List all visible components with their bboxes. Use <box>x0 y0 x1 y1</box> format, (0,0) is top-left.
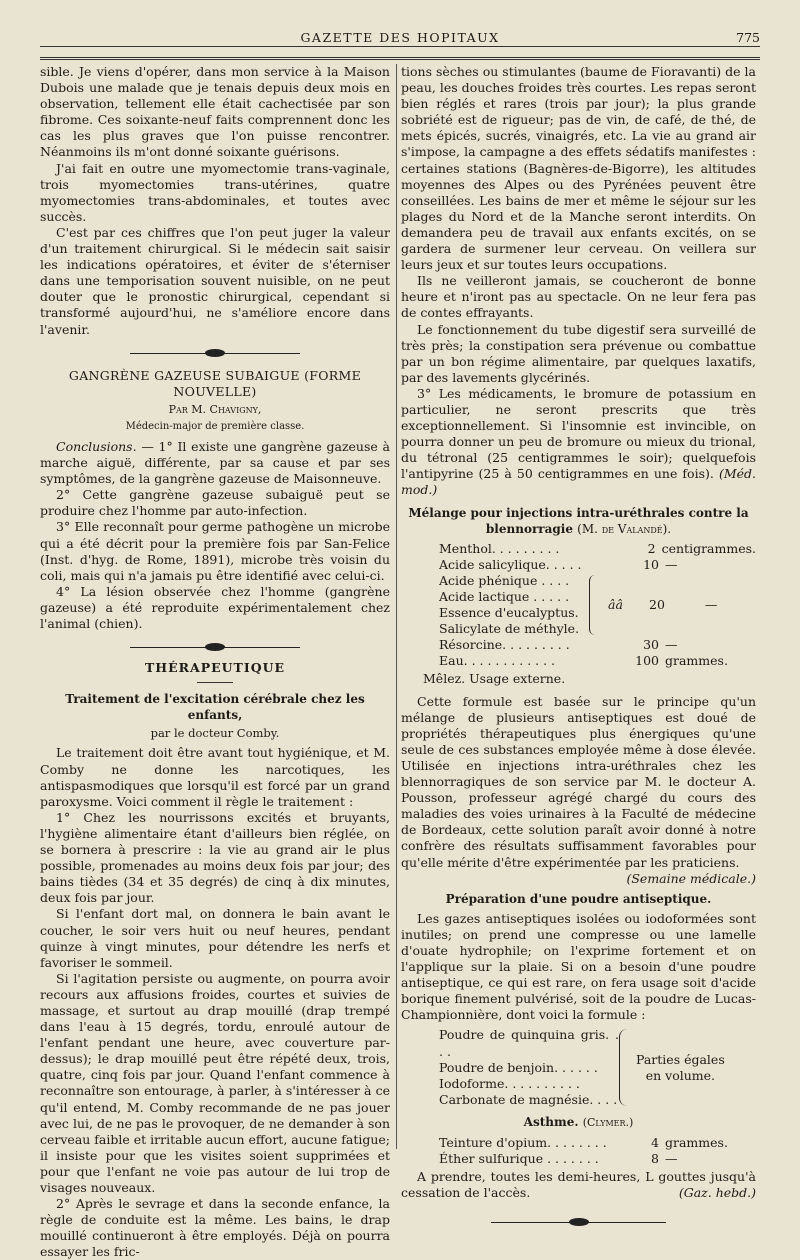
article-author: Par M. Chavigny, <box>168 402 262 416</box>
section-ornament <box>40 346 390 360</box>
journal-title: GAZETTE DES HOPITAUX <box>300 30 500 45</box>
formula-row: Résorcine. . . . . . . . . 30 — <box>439 637 678 653</box>
formula-ingredient: Salicylate de méthyle. <box>439 621 580 637</box>
paragraph: Conclusions. — 1° Il existe une gangrène gazeuse à marche aiguë, différente, par sa cause et par ses symptômes, de la gangrène gazeuse de Maisonneuve. <box>40 438 390 487</box>
page-number: 775 <box>736 30 760 45</box>
paragraph: 4° La lésion observée chez l'homme (gangrène gazeuse) a été reproduite expérimentalement chez l'animal (chien). <box>40 583 390 631</box>
formula-row: Menthol. . . . . . . . . 2 centigrammes. <box>439 540 756 556</box>
formula-ingredient: Carbonate de magnésie. . . . <box>439 1091 618 1107</box>
column-divider <box>396 64 397 1149</box>
formula-ingredient: Essence d'eucalyptus. <box>439 605 579 621</box>
paragraph: Le traitement doit être avant tout hygiénique, et M. Comby ne donne les narcotiques, les antispasmodiques que lorsqu'il est forcé par un grand paroxysme. Voici comment il règle le traitement : <box>40 745 390 809</box>
formula-ingredient: Acide lactique . . . . . <box>439 589 570 604</box>
paragraph: A prendre, toutes les demi-heures, L gouttes jusqu'à cessation de l'accès. (Gaz. hebd.) <box>401 1169 756 1201</box>
article-author-rank: Médecin-major de première classe. <box>125 420 305 432</box>
formula-ingredient: Acide phénique . . . . <box>439 572 570 588</box>
paragraph: Si l'agitation persiste ou augmente, on pourra avoir recours aux affusions froides, courtes et suivies de massage, et surtout au drap mouillé (drap trempé dans l'eau à 15 degrés, tordu, enroulé autour de l'enfant pendant une heure, avec couverture par-dessus); le drap mouillé peut être répété deux, trois, quatre, cinq fois par jour. Quand l'enfant commence à reconnaître son entourage, à parler, à s'intéresser à ce qu'il entend, M. Comby recommande de ne pas jouer avec lui, de ne pas le provoquer, de ne demander à son cerveau faible et irritable aucun effort, aucune fatigue; il insiste pour que les visites soient supprimées et pour que l'enfant ne voie pas autour de lui trop de visages nouveaux. <box>40 970 391 1195</box>
paragraph: Les gazes antiseptiques isolées ou iodoformées sont inutiles; on prend une compresse ou une lamelle d'ouate hydrophile; on l'exprime fortement et on l'applique sur la plaie. Si on a besoin d'une poudre antiseptique, ce qui est rare, on fera usage soit d'acide borique finement pulvérisé, soit de la poudre de Lucas-Championnière, dont voici la formule : <box>401 910 756 1023</box>
formula-row: Eau. . . . . . . . . . . . 100 grammes. <box>439 653 728 669</box>
formula-title: Asthme. (Clymer.) <box>523 1114 634 1129</box>
brace <box>589 575 602 635</box>
formula-group: Acide phénique . . . . Acide lactique . . . . . Essence d'eucalyptus. Salicylate de méthyle. ââ 20 — <box>439 572 718 637</box>
paragraph: Si l'enfant dort mal, on donnera le bain avant le coucher, le soir vers huit ou neuf heures, pendant quinze à vingt minutes, pour détendre les nerfs et favoriser le sommeil. <box>40 906 390 970</box>
right-column <box>401 64 756 1235</box>
source-citation: (Semaine médicale.) <box>626 870 756 886</box>
formula-usage: Mêlez. Usage externe. <box>423 671 566 687</box>
article-title: GANGRÈNE GAZEUSE SUBAIGUE (FORME NOUVELLE) <box>68 367 362 399</box>
paragraph: J'ai fait en outre une myomectomie trans-vaginale, trois myomectomies trans-utérines, quatre myomectomies trans-abdominales, et toutes avec succès. <box>40 160 390 224</box>
paragraph: Cette formule est basée sur le principe qu'un mélange de plusieurs antiseptiques est doué de propriétés thérapeutiques plus énergiques qu'une seule de ces substances employée même à dose élevée. Utilisée en injections intra-uréthrales chez les blennorragiques de son service par M. le docteur A. Pousson, professeur agrégé chargé du cours des maladies des voies urinaires à la Faculté de médecine de Bordeaux, cette solution paraît avoir donné à notre confrère des résultats suffisamment favorables pour qu'elle mérite d'être expérimentée par les praticiens. <box>401 693 756 870</box>
formula-aa-label: ââ <box>608 597 623 613</box>
source-citation: (Gaz. hebd.) <box>678 1185 756 1201</box>
paragraph: 3° Les médicaments, le bromure de potassium en particulier, ne seront prescrits que très exceptionnellement. Si l'insomnie est invincible, on pourra donner un peu de bromure ou mieux du trional, du tétronal (25 centigrammes le soir); quelquefois l'antipyrine (25 à 50 centigrammes en une fois). (Méd. mod.) <box>401 385 756 498</box>
formula-row: Éther sulfurique . . . . . . . 8 — <box>439 1151 678 1167</box>
formula-title: Préparation d'une poudre antiseptique. <box>445 891 712 906</box>
brace <box>619 1029 630 1105</box>
paragraph: 1° Chez les nourrissons excités et bruyants, l'hygiène alimentaire étant d'ailleurs bien réglée, on se bornera à prescrire : la vie au grand air le plus possible, promenades au moins deux fois par jour; des bains tièdes (34 et 35 degrés) de cinq à dix minutes, deux fois par jour. <box>40 809 390 906</box>
section-ornament <box>401 1215 756 1229</box>
header-double-rule <box>40 57 760 60</box>
paragraph: C'est par ces chiffres que l'on peut juger la valeur d'un traitement chirurgical. Si le médecin sait saisir les indications opératoires, et éviter de s'éterniser dans une temporisation souvent nuisible, on ne peut douter que le pronostic chirurgical, cependant si transformé aujourd'hui, ne s'améliore encore dans l'avenir. <box>40 224 390 337</box>
article-author: par le docteur Comby. <box>150 726 280 741</box>
header-rule <box>40 46 760 47</box>
source-citation: (Méd. mod.) <box>401 466 756 498</box>
short-rule <box>197 682 233 683</box>
paragraph: 2° Après le sevrage et dans la seconde enfance, la règle de conduite est la même. Les bains, le drap mouillé continueront à être employés. Déjà on pourra essayer les fric- <box>40 1196 390 1260</box>
paragraph: 2° Cette gangrène gazeuse subaiguë peut se produire chez l'homme par auto-infection. <box>40 487 390 519</box>
article-title: Traitement de l'excitation cérébrale chez les enfants, <box>65 692 365 723</box>
formula-table <box>439 541 756 670</box>
paragraph: Ils ne veilleront jamais, se coucheront de bonne heure et n'iront pas au spectacle. On ne leur fera pas de contes effrayants. <box>401 273 756 321</box>
paragraph: Le fonctionnement du tube digestif sera surveillé de très près; la constipation sera prévenue ou combattue par un bon régime alimentaire, par quelques laxatifs, par des lavements glycérinés. <box>401 321 756 385</box>
section-ornament <box>40 640 390 654</box>
formula-ingredient: Iodoforme. . . . . . . . . . <box>439 1075 580 1091</box>
formula-row: Acide salicylique. . . . . 10 — <box>439 556 678 572</box>
formula-ingredient: Poudre de benjoin. . . . . . <box>439 1059 598 1075</box>
paragraph: sible. Je viens d'opérer, dans mon service à la Maison Dubois une malade que je tenais depuis deux mois en observation, tellement elle était cachectisée par son fibrome. Ces soixante-neuf faits comprennent donc les cas les plus graves que l'on puisse rencontrer. Néanmoins ils m'ont donné soixante guérisons. <box>40 64 390 160</box>
paragraph: 3° Elle reconnaît pour germe pathogène un microbe qui a été décrit pour la première fois par San-Felice (Inst. d'hyg. de Rome, 1891), microbe très voisin du coli, mais qui n'a jamais pu être identifié avec celui-ci. <box>40 519 390 583</box>
formula-row: Teinture d'opium. . . . . . . . 4 grammes. <box>439 1135 728 1150</box>
formula-group <box>439 1027 756 1107</box>
formula-table <box>439 1135 756 1167</box>
left-column <box>40 64 390 1260</box>
conclusions-label: Conclusions. <box>56 438 137 454</box>
section-heading: THÉRAPEUTIQUE <box>144 660 286 676</box>
formula-ingredient: Poudre de quinquina gris. . . . <box>439 1027 619 1059</box>
formula-quantity-label: en volume. <box>645 1067 716 1083</box>
formula-title: Mélange pour injections intra-uréthrales contre la blennorragie (M. de Valandé). <box>408 505 749 536</box>
paragraph: tions sèches ou stimulantes (baume de Fioravanti) de la peau, les douches froides très courtes. Les repas seront bien réglés et rares (trois par jour); la plus grande sobriété est de rigueur; pas de vin, de café, de thé, de mets épicés, sucrés, vinaigrés, etc. La vie au grand air s'impose, la campagne a des effets sédatifs manifestes : certaines stations (Bagnères-de-Bigorre), les altitudes moyennes des Alpes ou des Pyrénées peuvent être conseillées. Les bains de mer et même le séjour sur les plages du Nord et de la Manche seront interdits. On demandera peu de travail aux enfants excités, on se gardera de surmener leur cerveau. On veillera sur leurs jeux et sur toutes leurs occupations. <box>401 64 756 273</box>
formula-quantity-label: Parties égales <box>636 1051 725 1067</box>
